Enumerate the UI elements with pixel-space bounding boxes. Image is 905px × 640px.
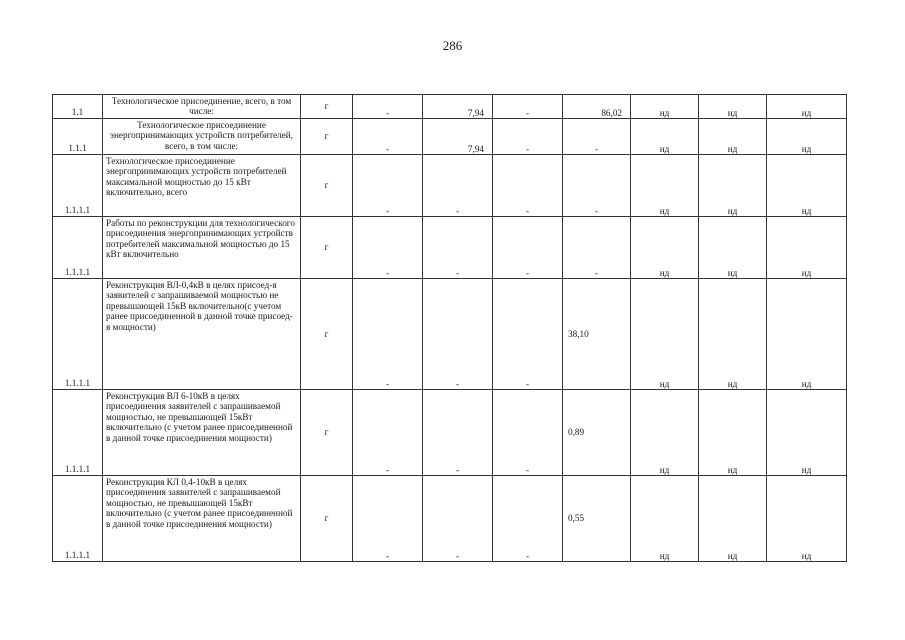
row-description: Технологическое присоединение энергопринимающих устройств потребителей, всего, в том числе:: [103, 119, 301, 155]
row-unit: г: [301, 390, 353, 476]
table-row: [53, 279, 847, 390]
row-nd: нд: [631, 95, 699, 119]
row-description: Технологическое присоединение, всего, в том числе:: [103, 95, 301, 119]
row-cell: -: [493, 95, 563, 119]
row-cell: -: [423, 217, 493, 279]
row-code: 1.1: [53, 95, 103, 119]
row-unit: г: [301, 476, 353, 562]
row-cell: 7,94: [423, 95, 493, 119]
row-code: 1.1.1.1: [53, 476, 103, 562]
row-code: 1.1.1.1: [53, 279, 103, 390]
investment-table: [52, 94, 847, 562]
row-code: 1.1.1: [53, 119, 103, 155]
row-cell: -: [493, 119, 563, 155]
table-row: [53, 119, 847, 155]
row-unit: г: [301, 119, 353, 155]
table-row: [53, 390, 847, 476]
row-nd: нд: [631, 119, 699, 155]
row-cell: -: [493, 390, 563, 476]
row-cell: 86,02: [563, 95, 631, 119]
row-cell: -: [493, 279, 563, 390]
row-cell: -: [493, 217, 563, 279]
row-description: Технологическое присоединение энергопринимающих устройств потребителей максимальной мощностью до 15 кВт включительно, всего: [103, 155, 301, 217]
row-code: 1.1.1.1: [53, 155, 103, 217]
table-row: [53, 217, 847, 279]
row-cell: -: [563, 155, 631, 217]
row-cell: -: [423, 476, 493, 562]
row-nd: нд: [767, 95, 847, 119]
row-nd: нд: [767, 390, 847, 476]
row-cell: -: [563, 217, 631, 279]
row-cell: -: [353, 476, 423, 562]
row-nd: нд: [631, 279, 699, 390]
row-unit: г: [301, 217, 353, 279]
row-cell: -: [423, 155, 493, 217]
row-cell: -: [493, 155, 563, 217]
row-cell: -: [423, 279, 493, 390]
row-nd: нд: [631, 217, 699, 279]
row-nd: нд: [699, 95, 767, 119]
row-cell: -: [353, 217, 423, 279]
row-unit: г: [301, 95, 353, 119]
row-nd: нд: [767, 119, 847, 155]
row-cell: 7,94: [423, 119, 493, 155]
row-cell: -: [563, 119, 631, 155]
row-cell: -: [353, 119, 423, 155]
row-nd: нд: [699, 119, 767, 155]
row-nd: нд: [699, 390, 767, 476]
row-description: Реконструкция КЛ 0,4-10кВ в целях присоединения заявителей с запрашиваемой мощностью, не превышающей 15кВт включительно (с учетом ранее присоединенной в данной точке присоединения мощности): [103, 476, 301, 562]
row-cell: -: [493, 476, 563, 562]
row-cell: -: [353, 279, 423, 390]
row-nd: нд: [767, 279, 847, 390]
row-description: Работы по реконструкции для технологического присоединения энергопринимающих устройств потребителей максимальной мощностью до 15 кВт включительно: [103, 217, 301, 279]
row-cell: 38,10: [563, 279, 631, 390]
row-cell: -: [353, 95, 423, 119]
row-cell: 0,55: [563, 476, 631, 562]
row-cell: 0,89: [563, 390, 631, 476]
table-row: [53, 95, 847, 119]
row-nd: нд: [699, 476, 767, 562]
table-row: [53, 155, 847, 217]
row-nd: нд: [767, 155, 847, 217]
row-nd: нд: [699, 217, 767, 279]
row-nd: нд: [767, 476, 847, 562]
row-cell: -: [423, 390, 493, 476]
row-nd: нд: [631, 390, 699, 476]
row-code: 1.1.1.1: [53, 390, 103, 476]
row-unit: г: [301, 155, 353, 217]
table-row: [53, 476, 847, 562]
row-unit: г: [301, 279, 353, 390]
row-cell: -: [353, 390, 423, 476]
row-code: 1.1.1.1: [53, 217, 103, 279]
page-number: 286: [442, 38, 463, 53]
row-nd: нд: [699, 279, 767, 390]
row-description: Реконструкция ВЛ-0,4кВ в целях присоед-я заявителей с запрашиваемой мощностью не превышающей 15кВ включительно(с учетом ранее присоединенной в данной точке присоед-я мощности): [103, 279, 301, 390]
row-nd: нд: [631, 155, 699, 217]
row-nd: нд: [699, 155, 767, 217]
row-nd: нд: [631, 476, 699, 562]
row-cell: -: [353, 155, 423, 217]
row-description: Реконструкция ВЛ 6-10кВ в целях присоединения заявителей с запрашиваемой мощностью, не превышающей 15кВт включительно (с учетом ранее присоединенной в данной точке присоединения мощности): [103, 390, 301, 476]
row-nd: нд: [767, 217, 847, 279]
